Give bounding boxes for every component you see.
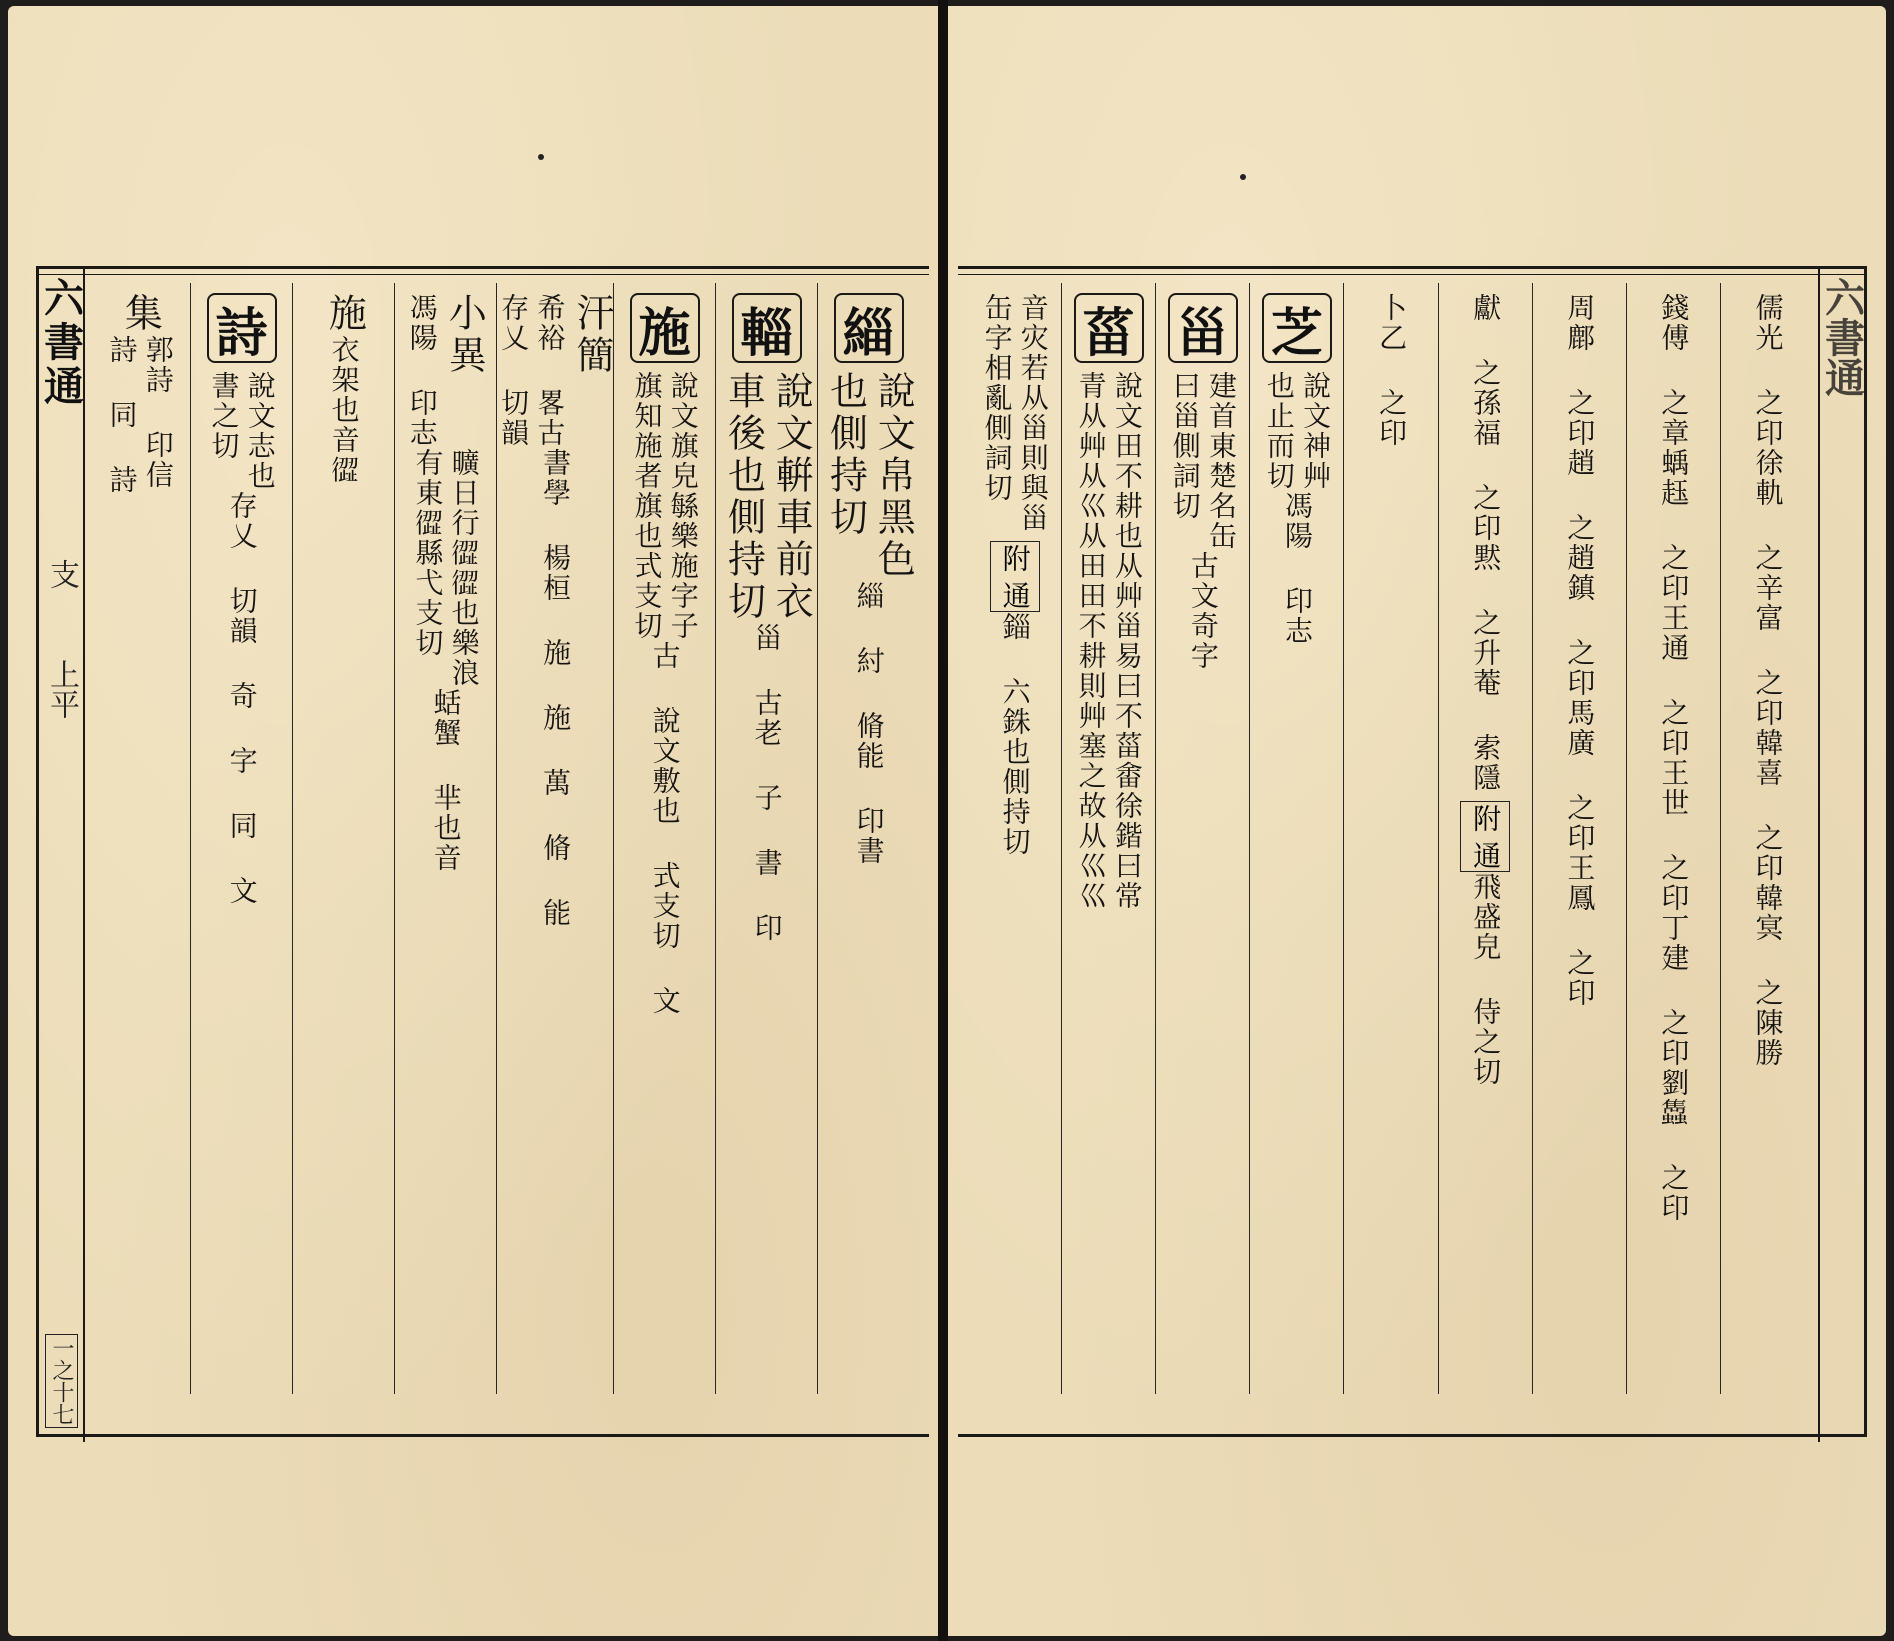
entry-column bbox=[394, 283, 496, 1394]
seal-note: 徐軌 之 bbox=[1751, 448, 1785, 573]
entry-variants: 書學 楊桓 施 施 萬 脩 能 bbox=[539, 448, 573, 928]
seal-note: 儒光 之印 bbox=[1751, 293, 1785, 448]
entry-variants: 蛞蟹 芈也音 bbox=[429, 688, 463, 873]
ink-speck bbox=[1240, 174, 1246, 180]
seal-note: 王世 之印 bbox=[1657, 758, 1691, 913]
entry-column bbox=[613, 283, 715, 1394]
left-columns bbox=[89, 283, 919, 1394]
entry-note: 衣架也 bbox=[327, 335, 361, 425]
seal-note: 周鄜 之印 bbox=[1563, 293, 1597, 448]
entry-column bbox=[496, 283, 613, 1394]
seal-note: 陳勝 bbox=[1751, 1008, 1785, 1068]
right-title-strip bbox=[1818, 269, 1864, 1442]
seal-note: 卜乙 之印 bbox=[1375, 293, 1409, 448]
entry-note: 馮陽 印志 bbox=[405, 293, 439, 448]
entry-column bbox=[817, 283, 919, 1394]
right-columns bbox=[968, 283, 1814, 1394]
head-character: 甾 bbox=[1168, 293, 1238, 363]
entry-note: 曰甾側詞切 bbox=[1168, 371, 1202, 521]
seal-note: 飛盛皃 侍之切 bbox=[1469, 871, 1503, 1087]
seal-column bbox=[1720, 283, 1814, 1394]
entry-note: 存乂 切韻 bbox=[497, 293, 531, 448]
entry-note: 汗簡 bbox=[570, 293, 615, 377]
entry-note: 說文輧車前衣 bbox=[769, 371, 814, 623]
entry-column bbox=[1155, 283, 1249, 1394]
left-page bbox=[8, 6, 938, 1636]
entry-note: 說文帛黑色 bbox=[871, 371, 916, 581]
entry-note: 說文志也 bbox=[243, 371, 277, 491]
appendix-box: 附 通 bbox=[1460, 801, 1510, 872]
seal-note: 黙 之 bbox=[1469, 543, 1503, 638]
entry-note: 說文田不耕也从艸甾易曰不菑畬徐鍇曰常 bbox=[1110, 371, 1144, 911]
seal-column bbox=[1438, 283, 1532, 1394]
head-character: 輜 bbox=[732, 293, 802, 363]
entry-column bbox=[968, 283, 1061, 1394]
entry-note: 也止而切 bbox=[1262, 371, 1296, 491]
volume-mark: 支 bbox=[44, 559, 79, 589]
entry-note: 古文 bbox=[1186, 551, 1220, 611]
entry-note: 書之切 bbox=[207, 371, 241, 461]
fold-title: 六書通 bbox=[1818, 277, 1866, 397]
entry-note: 音灾若从甾則與甾 bbox=[1016, 293, 1050, 533]
entry-variants: 存乂 切韻 奇 字 同 文 bbox=[225, 491, 259, 906]
tone-mark: 上平 bbox=[44, 659, 79, 719]
entry-column bbox=[190, 283, 292, 1394]
page-number: 一之十七 bbox=[45, 1334, 78, 1428]
entry-note: 青从艸从巛从田田不耕則艸塞之故从巛巛 bbox=[1074, 371, 1108, 911]
seal-note: 王鳳 之印 bbox=[1563, 853, 1597, 1008]
entry-note: 旗知施者旗也式支切 bbox=[630, 371, 664, 641]
entry-note: 曠日行𢕬𢕬也樂浪 bbox=[447, 448, 481, 688]
seal-note: 升菴 索隱 bbox=[1469, 638, 1503, 793]
entry-note: 音𢕬 bbox=[327, 425, 361, 485]
entry-column bbox=[1061, 283, 1155, 1394]
left-title-strip bbox=[39, 269, 85, 1442]
head-character: 菑 bbox=[1074, 293, 1144, 363]
entry-note: 說文旗皃緐樂施字子 bbox=[666, 371, 700, 641]
entry-note: 施 bbox=[322, 293, 367, 335]
seal-note: 王通 之印 bbox=[1657, 603, 1691, 758]
ink-speck bbox=[538, 154, 544, 160]
entry-variants: 緇 紂 脩能 印書 bbox=[852, 581, 886, 866]
entry-column bbox=[292, 283, 394, 1394]
entry-note: 馮陽 印志 bbox=[1280, 491, 1314, 646]
book-gutter bbox=[938, 0, 948, 1641]
right-page bbox=[948, 6, 1886, 1636]
entry-note: 希裕 畧古 bbox=[533, 293, 567, 448]
seal-note: 趙鎮 之印 bbox=[1563, 543, 1597, 698]
seal-column bbox=[1626, 283, 1720, 1394]
seal-note: 丁建 之印 bbox=[1657, 913, 1691, 1068]
seal-note: 蝺䞝 之印 bbox=[1657, 448, 1691, 603]
entry-variants: 甾 古老 子 書 印 bbox=[750, 623, 784, 943]
entry-note: 缶字相亂側詞切 bbox=[980, 293, 1014, 503]
seal-note: 趙 之 bbox=[1563, 448, 1597, 543]
head-character: 芝 bbox=[1262, 293, 1332, 363]
seal-note: 辛富 之印 bbox=[1751, 573, 1785, 728]
entry-note: 錙 六銖也 bbox=[998, 611, 1032, 767]
entry-note: 郭詩 印信 bbox=[141, 335, 175, 490]
entry-note: 詩 同 詩 bbox=[105, 335, 139, 495]
head-character: 施 bbox=[630, 293, 700, 363]
seal-note: 韓喜 之印 bbox=[1751, 728, 1785, 883]
seal-column bbox=[1532, 283, 1626, 1394]
entry-note: 集 bbox=[118, 293, 163, 335]
entry-column bbox=[1249, 283, 1343, 1394]
entry-note: 說文神艸 bbox=[1299, 371, 1333, 491]
seal-note: 馬廣 之印 bbox=[1563, 698, 1597, 853]
entry-variants: 古 說文敷也 式支切 文 bbox=[648, 641, 682, 1016]
entry-note: 有東𢕬縣弋支切 bbox=[411, 448, 445, 658]
entry-column bbox=[715, 283, 817, 1394]
entry-note: 建首東楚名缶 bbox=[1204, 371, 1238, 551]
head-character: 緇 bbox=[834, 293, 904, 363]
book-title: 六書通 bbox=[37, 277, 85, 409]
entry-note: 小異 bbox=[442, 293, 487, 377]
entry-note: 也側持切 bbox=[823, 371, 868, 539]
entry-note: 側持切 bbox=[998, 766, 1032, 857]
head-character: 詩 bbox=[207, 293, 277, 363]
seal-note: 錢傅 之章 bbox=[1657, 293, 1691, 448]
entry-column bbox=[89, 283, 190, 1394]
seal-note: 獻 之 bbox=[1469, 293, 1503, 388]
seal-note: 韓㝠 之 bbox=[1751, 883, 1785, 1008]
seal-note: 孫福 之印 bbox=[1469, 388, 1503, 543]
seal-note: 劉𧕲 之印 bbox=[1657, 1068, 1691, 1223]
entry-note: 車後也側持切 bbox=[721, 371, 766, 623]
appendix-box: 附 通 bbox=[990, 541, 1040, 612]
entry-note: 奇字 bbox=[1186, 611, 1220, 671]
right-page-frame bbox=[958, 266, 1867, 1437]
left-page-frame bbox=[36, 266, 929, 1437]
seal-column bbox=[1343, 283, 1437, 1394]
